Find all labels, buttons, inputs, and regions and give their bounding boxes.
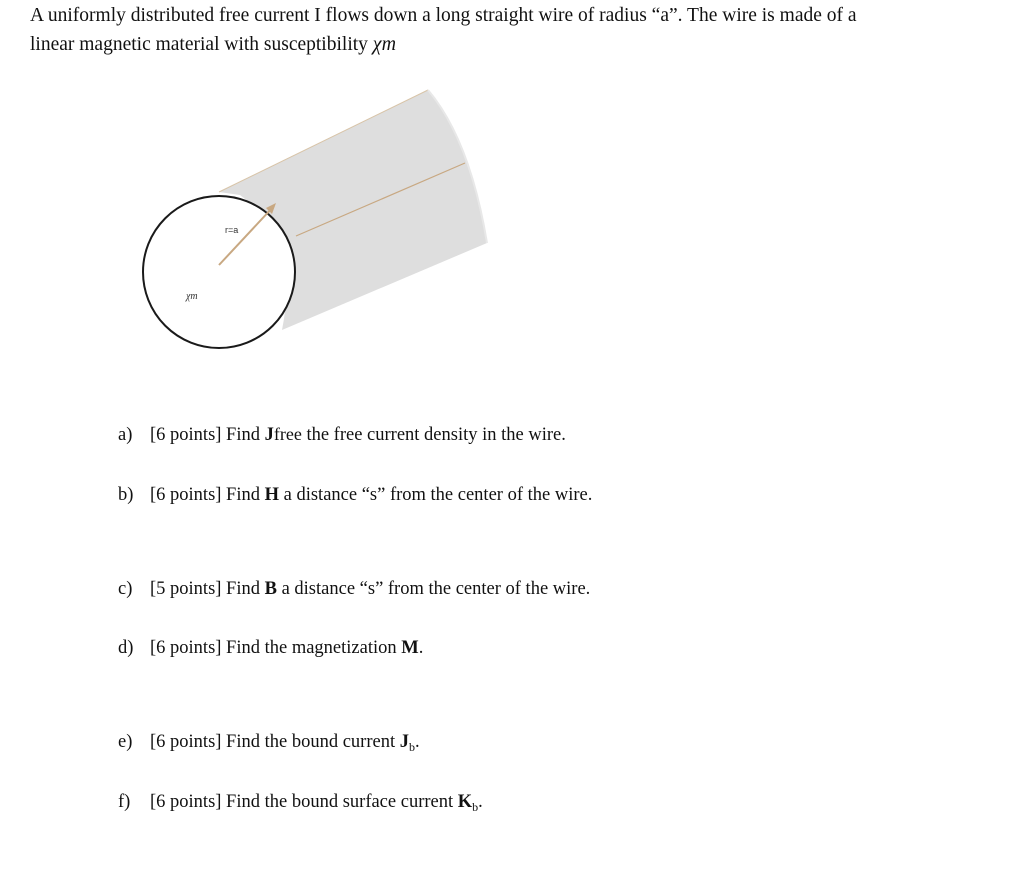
question-symbol: M [401, 638, 419, 658]
question-symbol-sub: free [273, 424, 302, 444]
question-letter: a) [118, 425, 133, 445]
question-text-post: a distance “s” from the center of the wire. [276, 579, 591, 599]
question-letter: e) [118, 732, 133, 752]
question-symbol: J [264, 425, 274, 445]
radius-label: r=a [225, 225, 239, 235]
question-text: [6 points] Find [150, 485, 265, 505]
question-f [118, 790, 483, 819]
question-text-post: the free current density in the wire. [301, 425, 566, 445]
question-a [118, 422, 566, 447]
question-symbol: J [399, 732, 409, 752]
question-text-post: . [478, 792, 483, 812]
wire-cross-section [143, 196, 295, 348]
question-symbol: H [264, 485, 279, 505]
question-letter: f) [118, 792, 131, 812]
chi-label: χm [186, 291, 198, 302]
question-e [118, 730, 420, 759]
question-letter: d) [118, 638, 134, 658]
intro-line-1: A uniformly distributed free current I flows down a long straight wire of radius “a”. The wire is made of a [30, 5, 857, 26]
question-symbol-sub: b [408, 740, 415, 754]
question-b [118, 483, 592, 507]
question-symbol: B [264, 579, 277, 599]
question-text: [6 points] Find the bound current [150, 732, 400, 752]
question-letter: b) [118, 485, 134, 505]
question-symbol-sub: b [472, 800, 479, 814]
question-text-post: a distance “s” from the center of the wire. [279, 485, 593, 505]
question-d [118, 636, 423, 660]
question-text-post: . [418, 638, 424, 658]
intro-line-2-text: linear magnetic material with susceptibility [30, 34, 368, 55]
question-symbol: K [457, 792, 473, 812]
question-text: [6 points] Find the magnetization [150, 638, 402, 658]
question-letter: c) [118, 579, 133, 599]
question-text-post: . [414, 732, 420, 752]
question-text: [6 points] Find the bound surface current [150, 792, 458, 812]
question-c [118, 577, 590, 601]
question-text: [5 points] Find [150, 579, 265, 599]
chi-symbol: χm [372, 33, 397, 55]
question-text: [6 points] Find [150, 425, 265, 445]
